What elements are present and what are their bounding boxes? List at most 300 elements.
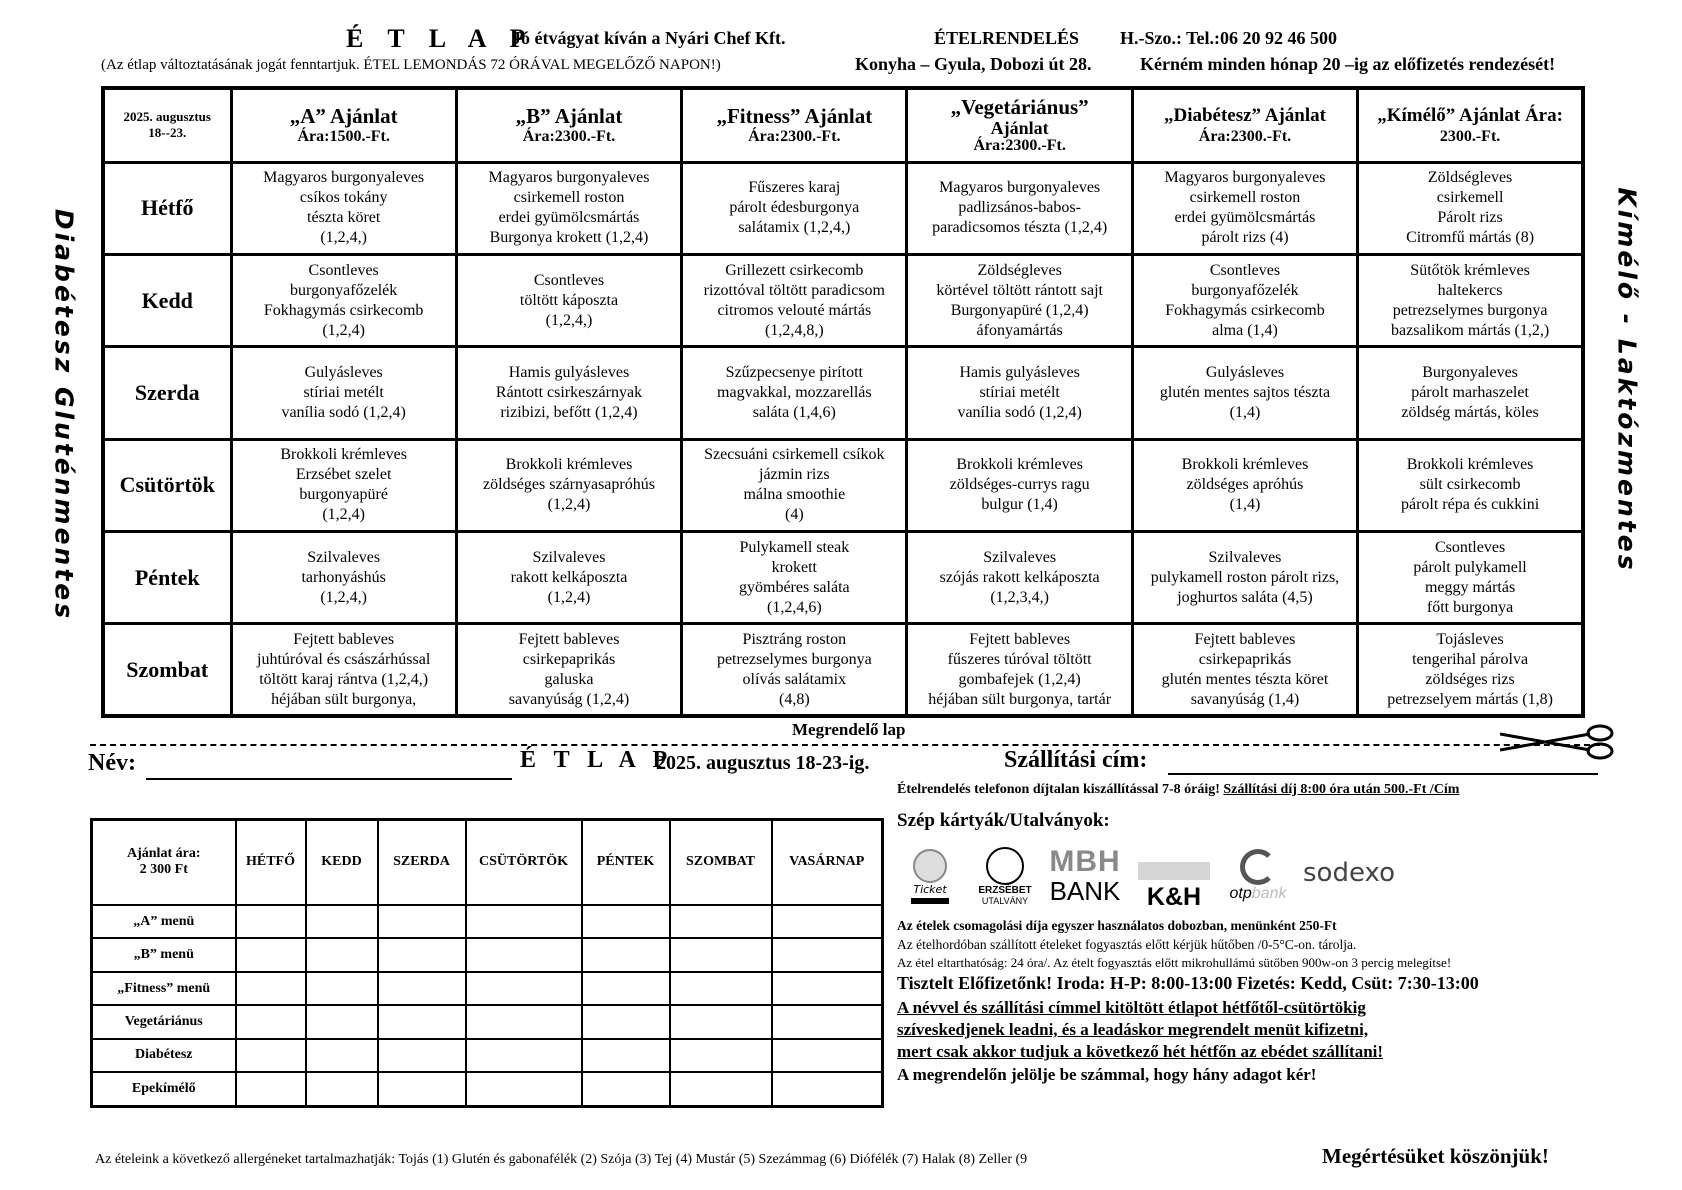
instruction-line-1: A névvel és szállítási címmel kitöltött étlapot hétfőtől-csütörtökig: [897, 998, 1366, 1017]
meal-cell: [907, 531, 1132, 623]
meal-line: paradicsomos tészta (1,2,4): [932, 219, 1108, 237]
meal-line: szójás rakott kelkáposzta: [939, 568, 1100, 586]
meal-line: Brokkoli krémleves: [1181, 456, 1309, 474]
price-header-line-2: 2 300 Ft: [139, 862, 188, 878]
otp-logo-otp: otp: [1229, 885, 1252, 902]
day-label: Kedd: [103, 255, 231, 347]
meal-line: Fejtett bableves: [969, 630, 1071, 648]
order-quantity-cell[interactable]: [236, 1039, 306, 1072]
offer-price: 2300.-Ft.: [1439, 128, 1501, 146]
meal-cell: [231, 439, 456, 531]
order-quantity-cell[interactable]: [378, 1039, 466, 1072]
meal-cell: [682, 162, 907, 254]
meal-line: Fokhagymás csirkecomb: [263, 301, 424, 319]
meal-cell: [1132, 347, 1357, 439]
delivery-info-free: Ételrendelés telefonon díjtalan kiszállítással 7-8 óráig!: [897, 782, 1220, 797]
order-day-header: KEDD: [306, 820, 378, 905]
meal-cell: [682, 531, 907, 623]
meal-line: Magyaros burgonyaleves: [939, 179, 1101, 197]
meal-line: (1,2,4,8,): [764, 321, 824, 339]
storage-info: Az ételhordóban szállított ételeket fogyasztás előtt kérjük hűtőben /0-5°C-on. tárolja.: [897, 937, 1357, 952]
day-label: Csütörtök: [103, 439, 231, 531]
meal-line: pulykamell roston párolt rizs,: [1150, 568, 1340, 586]
meal-cell: [231, 531, 456, 623]
offer-fitness-header: [682, 88, 907, 162]
meal-line: zöldséges rizs: [1425, 670, 1515, 688]
day-label: Szombat: [103, 624, 231, 716]
erzsebet-logo-seal: [986, 847, 1024, 885]
weekly-menu-table: [101, 86, 1585, 718]
meal-cell: [1132, 624, 1357, 716]
order-quantity-cell[interactable]: [378, 938, 466, 971]
meal-cell: [1358, 531, 1583, 623]
order-quantity-cell[interactable]: [670, 938, 772, 971]
meal-line: tengerihal párolva: [1412, 650, 1529, 668]
meal-cell: [231, 347, 456, 439]
meal-line: petrezselyem mártás (1,8): [1387, 690, 1553, 708]
meal-line: Brokkoli krémleves: [280, 446, 407, 464]
meal-line: párolt répa és cukkini: [1400, 496, 1540, 514]
order-quantity-cell[interactable]: [306, 972, 378, 1005]
erzsebet-logo-text: ERZSÉBET: [978, 884, 1032, 896]
meal-line: Burgonya krokett (1,2,4): [489, 229, 649, 247]
instruction-line-3: mert csak akkor tudjuk a következő hét hétfőn az ebédet szállítani!: [897, 1042, 1384, 1061]
meal-line: magvakkal, mozzarellás: [717, 383, 872, 401]
offer-price: Ára:2300.-Ft.: [522, 128, 616, 146]
kitchen-address: Konyha – Gyula, Dobozi út 28.: [855, 54, 1092, 74]
offer-diabetes-header: [1132, 88, 1357, 162]
delivery-fee: Szállítási díj 8:00 óra után 500.-Ft /Cím: [1223, 782, 1460, 797]
day-label: Hétfő: [103, 162, 231, 254]
packaging-info: Az ételek csomagolási díja egyszer használatos dobozban, menünként 250-Ft: [897, 918, 1337, 933]
meal-line: juhtúróval és császárhússal: [257, 650, 431, 668]
order-quantity-cell[interactable]: [466, 938, 582, 971]
meal-line: Szecsuáni csirkemell csíkok: [704, 446, 885, 464]
meal-line: joghurtos saláta (4,5): [1177, 588, 1313, 606]
meal-line: Hamis gulyásleves: [508, 363, 630, 381]
meal-cell: [231, 255, 456, 347]
order-row: [92, 1072, 883, 1106]
meal-cell: [456, 624, 681, 716]
meal-line: (4): [784, 506, 804, 524]
order-menu-label: „Fitness” menü: [92, 972, 236, 1005]
offer-vegetarian-header: [907, 88, 1132, 162]
meal-line: málna smoothie: [743, 486, 846, 504]
meal-cell: [456, 347, 681, 439]
meal-line: rizottóval töltött paradicsom: [703, 281, 885, 299]
meal-line: Sütőtök krémleves: [1410, 261, 1530, 279]
meal-line: fűszeres túróval töltött: [947, 650, 1092, 668]
menu-row: [103, 531, 1583, 623]
meal-line: Szűzpecsenye pirított: [725, 363, 863, 381]
order-quantity-cell[interactable]: [582, 938, 670, 971]
ticket-logo-text: Ticket: [913, 882, 947, 896]
offer-price: Ára:2300.-Ft.: [973, 137, 1066, 155]
offer-price: Ára:1500.-Ft.: [297, 128, 390, 146]
instruction-line-2: szíveskedjenek leadni, és a leadáskor megrendelt menüt kifizetni,: [897, 1020, 1369, 1039]
meal-line: Csontleves: [1209, 261, 1281, 279]
order-period: 2025. augusztus 18-23-ig.: [656, 752, 870, 774]
offer-name: „Fitness” Ajánlat: [716, 104, 873, 129]
meal-cell: [456, 531, 681, 623]
price-header-line-1: Ajánlat ára:: [127, 846, 201, 862]
meal-line: tészta köret: [307, 209, 381, 227]
meal-line: Brokkoli krémleves: [505, 456, 633, 474]
meal-line: Szilvaleves: [307, 548, 381, 566]
meal-cell: [907, 162, 1132, 254]
meal-line: (1,2,4,): [545, 311, 593, 329]
meal-line: Párolt rizs: [1437, 209, 1503, 227]
cut-line: [90, 744, 1600, 746]
offer-name: „Diabétesz” Ajánlat: [1163, 105, 1326, 127]
meal-line: héjában sült burgonya, tartár: [928, 690, 1112, 708]
meal-line: petrezselymes burgonya: [716, 650, 872, 668]
order-body: [92, 905, 883, 1107]
meal-line: Fejtett bableves: [1194, 630, 1296, 648]
order-quantity-cell[interactable]: [306, 938, 378, 971]
meal-line: párolt pulykamell: [1413, 558, 1527, 576]
date-cell: [103, 88, 231, 162]
meal-line: Magyaros burgonyaleves: [263, 169, 425, 187]
otp-logo-bank: bank: [1251, 885, 1287, 902]
meal-line: áfonyamártás: [976, 321, 1063, 339]
cards-title: Szép kártyák/Utalványok:: [897, 810, 1110, 831]
meal-line: (1,2,4,6): [766, 598, 822, 616]
menu-row: [103, 255, 1583, 347]
order-row: [92, 972, 883, 1005]
order-row: [92, 1039, 883, 1072]
meal-line: gyömbéres saláta: [739, 578, 850, 596]
meal-line: galuska: [544, 670, 594, 688]
meal-line: (1,2,3,4,): [990, 588, 1049, 606]
meal-line: saláta (1,4,6): [752, 403, 836, 421]
order-quantity-cell[interactable]: [670, 1072, 772, 1106]
erzsebet-logo: [977, 842, 1033, 910]
order-quantity-cell[interactable]: [306, 905, 378, 938]
day-label: Péntek: [103, 531, 231, 623]
phone-number: H.-Szo.: Tel.:06 20 92 46 500: [1120, 28, 1338, 48]
order-day-header: SZERDA: [378, 820, 466, 905]
menu-header-row: [103, 88, 1583, 162]
meal-line: párolt marhaszelet: [1411, 383, 1529, 401]
order-quantity-cell[interactable]: [772, 972, 883, 1005]
meal-cell: [231, 624, 456, 716]
order-sheet-title: Megrendelő lap: [792, 720, 906, 739]
meal-line: petrezselymes burgonya: [1392, 301, 1548, 319]
meal-line: sült csirkecomb: [1419, 476, 1521, 494]
meal-line: citromos velouté mártás: [717, 301, 872, 319]
meal-line: Citromfű mártás (8): [1406, 229, 1535, 247]
meal-line: Fűszeres karaj: [748, 179, 841, 197]
order-quantity-cell[interactable]: [236, 938, 306, 971]
meal-line: vanília sodó (1,2,4): [957, 403, 1082, 421]
meal-line: Magyaros burgonyaleves: [488, 169, 650, 187]
meal-line: meggy mártás: [1424, 578, 1516, 596]
order-quantity-cell[interactable]: [670, 1039, 772, 1072]
meal-cell: [1132, 439, 1357, 531]
order-quantity-cell[interactable]: [236, 972, 306, 1005]
meal-cell: [231, 162, 456, 254]
meal-line: burgonyafőzelék: [1191, 281, 1299, 299]
scissors-icon: [1500, 724, 1620, 760]
order-quantity-cell[interactable]: [772, 905, 883, 938]
meal-line: padlizsános-babos-: [958, 199, 1081, 217]
order-row: [92, 1005, 883, 1038]
order-quantity-cell[interactable]: [582, 1039, 670, 1072]
meal-line: Fejtett bableves: [293, 630, 395, 648]
meal-line: vanília sodó (1,2,4): [281, 403, 406, 421]
payment-logos: [905, 842, 1415, 912]
order-quantity-cell[interactable]: [236, 1005, 306, 1038]
order-quantity-cell[interactable]: [466, 1005, 582, 1038]
order-quantity-cell[interactable]: [670, 905, 772, 938]
meal-line: Tojásleves: [1436, 630, 1504, 648]
delivery-info: [897, 782, 1459, 798]
meal-line: (1,4): [1229, 496, 1261, 514]
meal-line: rakott kelkáposzta: [510, 568, 628, 586]
order-quantity-cell[interactable]: [582, 1005, 670, 1038]
order-quantity-cell[interactable]: [466, 1039, 582, 1072]
kh-logo-figure: [1138, 862, 1210, 880]
order-table: [90, 818, 884, 1108]
meal-cell: [1132, 162, 1357, 254]
meal-line: (4,8): [778, 690, 810, 708]
meal-cell: [456, 439, 681, 531]
meal-cell: [907, 439, 1132, 531]
meal-line: párolt rizs (4): [1201, 229, 1289, 247]
offer-name: „A” Ajánlat: [289, 104, 398, 129]
meal-line: glutén mentes sajtos tészta: [1159, 383, 1331, 401]
order-quantity-cell[interactable]: [378, 1072, 466, 1106]
meal-line: Szilvaleves: [983, 548, 1057, 566]
offer-b-header: [456, 88, 681, 162]
subscription-note: Kérném minden hónap 20 –ig az előfizetés rendezését!: [1140, 54, 1556, 74]
meal-line: haltekercs: [1437, 281, 1503, 299]
erzsebet-logo-subtext: UTALVÁNY: [981, 895, 1029, 906]
meal-cell: [1358, 162, 1583, 254]
order-label: ÉTELRENDELÉS: [934, 28, 1080, 48]
meal-line: töltött karaj rántva (1,2,4,): [259, 670, 429, 688]
page-title: É T L A P: [346, 24, 535, 53]
menu-row: [103, 624, 1583, 716]
right-side-label: Kímélő - Laktózmentes: [1612, 187, 1642, 573]
meal-line: Gulyásleves: [1205, 363, 1285, 381]
offer-price: Ára:2300.-Ft.: [748, 128, 841, 146]
meal-line: főtt burgonya: [1426, 598, 1514, 616]
meal-line: (1,2,4): [322, 321, 365, 339]
order-quantity-cell[interactable]: [582, 905, 670, 938]
meal-line: csirkemell roston: [1189, 189, 1301, 207]
meal-cell: [682, 439, 907, 531]
meal-line: (1,2,4): [547, 496, 591, 514]
meal-line: savanyúság (1,4): [1190, 690, 1300, 708]
ticket-logo-circle: [913, 849, 947, 883]
meal-cell: [682, 347, 907, 439]
otp-logo-text: [1230, 885, 1287, 903]
order-day-header: PÉNTEK: [582, 820, 670, 905]
meal-line: (1,2,4,): [320, 588, 367, 606]
meal-cell: [1358, 347, 1583, 439]
allergen-list: Az ételeink a következő allergéneket tartalmazhatják: Tojás (1) Glutén és gabonafélék (2) Szója (3) Tej (4) Mustár (5) Szezámmag (6) Diófélék (7) Halak (8) Zeller (9: [95, 1152, 1028, 1167]
meal-cell: [1132, 255, 1357, 347]
meal-cell: [456, 255, 681, 347]
order-quantity-cell[interactable]: [582, 1072, 670, 1106]
left-side-label: Diabétesz Gluténmentes: [49, 208, 79, 622]
meal-line: erdei gyümölcsmártás: [498, 209, 640, 227]
order-quantity-cell[interactable]: [306, 1005, 378, 1038]
order-row: [92, 938, 883, 971]
offer-name: „Kímélő” Ajánlat Ára:: [1377, 105, 1563, 127]
meal-line: Fejtett bableves: [518, 630, 620, 648]
meal-line: burgonyapüré: [299, 486, 388, 504]
meal-line: párolt édesburgonya: [729, 199, 860, 217]
order-day-header: SZOMBAT: [670, 820, 772, 905]
meal-line: erdei gyümölcsmártás: [1174, 209, 1316, 227]
order-menu-label: Diabétesz: [92, 1039, 236, 1072]
greeting: Jó étvágyat kíván a Nyári Chef Kft.: [512, 28, 786, 48]
order-quantity-cell[interactable]: [466, 905, 582, 938]
order-quantity-cell[interactable]: [378, 972, 466, 1005]
date-line-1: 2025. augusztus: [123, 109, 211, 125]
meal-cell: [907, 347, 1132, 439]
order-header-row: [92, 820, 883, 905]
name-label: Név:: [88, 750, 136, 776]
meal-line: csirkemell roston: [513, 189, 625, 207]
order-quantity-cell[interactable]: [378, 1005, 466, 1038]
meal-line: stíriai metélt: [979, 383, 1060, 401]
meal-line: Pulykamell steak: [739, 538, 850, 556]
meal-line: stíriai metélt: [303, 383, 384, 401]
meal-line: zöldséges-currys ragu: [949, 476, 1090, 494]
meal-line: Burgonyaleves: [1422, 363, 1518, 381]
meal-cell: [1358, 255, 1583, 347]
meal-line: burgonyafőzelék: [290, 281, 398, 299]
meal-line: krokett: [771, 558, 817, 576]
meal-line: héjában sült burgonya,: [271, 690, 417, 708]
meal-line: Pisztráng roston: [742, 630, 847, 648]
meal-line: Rántott csirkeszárnyak: [495, 383, 643, 401]
meal-line: (1,2,4,): [320, 229, 367, 247]
meal-cell: [682, 255, 907, 347]
offer-name: „B” Ajánlat: [515, 104, 623, 129]
offer-name-2: Ajánlat: [990, 118, 1049, 139]
meal-cell: [1132, 531, 1357, 623]
meal-line: Magyaros burgonyaleves: [1164, 169, 1326, 187]
order-day-header: VASÁRNAP: [772, 820, 883, 905]
meal-cell: [456, 162, 681, 254]
menu-row: [103, 347, 1583, 439]
order-quantity-cell[interactable]: [772, 1039, 883, 1072]
order-etlap-title: É T L A P: [520, 747, 674, 773]
ticket-logo: [905, 842, 955, 910]
meal-line: Grillezett csirkecomb: [725, 261, 864, 279]
meal-cell: [907, 255, 1132, 347]
meal-line: gombafejek (1,2,4): [958, 670, 1081, 688]
meal-line: Fokhagymás csirkecomb: [1165, 301, 1325, 319]
meal-line: zöldség mártás, köles: [1401, 403, 1539, 421]
meal-line: tarhonyáshús: [301, 568, 386, 586]
meal-line: csíkos tokány: [299, 189, 388, 207]
order-quantity-cell[interactable]: [306, 1072, 378, 1106]
offer-a-header: [231, 88, 456, 162]
meal-line: jázmin rizs: [759, 466, 830, 484]
date-line-2: 18--23.: [148, 125, 187, 141]
meal-line: (1,4): [1229, 403, 1261, 421]
meal-line: Csontleves: [1434, 538, 1506, 556]
menu-row: [103, 439, 1583, 531]
meal-line: csirkepaprikás: [1198, 650, 1292, 668]
order-menu-label: Vegetáriánus: [92, 1005, 236, 1038]
otp-bank-logo: [1223, 842, 1293, 910]
meal-line: savanyúság (1,2,4): [508, 690, 630, 708]
order-quantity-cell[interactable]: [670, 972, 772, 1005]
meal-line: (1,2,4): [322, 506, 365, 524]
ticket-logo-bar: [911, 898, 949, 904]
day-label: Szerda: [103, 347, 231, 439]
order-menu-label: Epekímélő: [92, 1072, 236, 1106]
meal-line: Zöldségleves: [1427, 169, 1513, 187]
mbh-bank-logo: [1045, 842, 1125, 910]
meal-line: csirkepaprikás: [522, 650, 616, 668]
order-quantity-cell[interactable]: [236, 1072, 306, 1106]
order-quantity-cell[interactable]: [772, 1005, 883, 1038]
meal-cell: [682, 624, 907, 716]
shelf-life-info: Az étel eltarthatóság: 24 óra/. Az ételt fogyasztás előtt mikrohullámú sütőben 900w-on 3 percig melegítse!: [897, 955, 1452, 970]
order-row: [92, 905, 883, 938]
meal-line: Burgonyapüré (1,2,4): [950, 301, 1089, 319]
meal-line: alma (1,4): [1212, 321, 1278, 339]
meal-line: bazsalikom mártás (1,2,): [1390, 321, 1550, 339]
meal-line: csirkemell: [1436, 189, 1504, 207]
notice: (Az étlap változtatásának jogát fenntartjuk. ÉTEL LEMONDÁS 72 ÓRÁVAL MEGELŐZŐ NAPON!): [101, 57, 721, 73]
address-label: Szállítási cím:: [1004, 747, 1148, 773]
mbh-logo-text: MBH: [1049, 845, 1121, 878]
order-quantity-cell[interactable]: [466, 1072, 582, 1106]
meal-line: olívás salátamix: [742, 670, 847, 688]
meal-cell: [1358, 624, 1583, 716]
meal-line: Szilvaleves: [1208, 548, 1282, 566]
offer-price: Ára:2300.-Ft.: [1198, 128, 1292, 146]
meal-line: Erzsébet szelet: [295, 466, 392, 484]
meal-line: Hamis gulyásleves: [959, 363, 1080, 381]
meal-line: rizibizi, befőtt (1,2,4): [500, 403, 638, 421]
order-quantity-cell[interactable]: [236, 905, 306, 938]
office-hours: Tisztelt Előfizetőnk! Iroda: H-P: 8:00-13:00 Fizetés: Kedd, Csüt: 7:30-13:00: [897, 973, 1479, 993]
kh-logo: [1133, 846, 1215, 910]
sodexo-logo: sodexo: [1303, 858, 1395, 888]
meal-line: Brokkoli krémleves: [1406, 456, 1534, 474]
order-quantity-cell[interactable]: [306, 1039, 378, 1072]
order-quantity-cell[interactable]: [772, 1072, 883, 1106]
order-quantity-cell[interactable]: [466, 972, 582, 1005]
meal-line: töltött káposzta: [519, 291, 619, 309]
meal-line: glutén mentes tészta köret: [1161, 670, 1329, 688]
name-field[interactable]: [146, 778, 512, 780]
meal-line: bulgur (1,4): [981, 496, 1058, 514]
portion-instruction: A megrendelőn jelölje be számmal, hogy hány adagot kér!: [897, 1065, 1317, 1084]
order-quantity-cell[interactable]: [670, 1005, 772, 1038]
address-field[interactable]: [1168, 773, 1598, 775]
meal-line: Csontleves: [308, 261, 379, 279]
order-menu-label: „A” menü: [92, 905, 236, 938]
offer-name: „Vegetáriánus”: [950, 95, 1089, 120]
offer-gentle-header: [1358, 88, 1583, 162]
order-quantity-cell[interactable]: [582, 972, 670, 1005]
order-quantity-cell[interactable]: [772, 938, 883, 971]
order-quantity-cell[interactable]: [378, 905, 466, 938]
meal-line: Szilvaleves: [532, 548, 606, 566]
meal-line: zöldséges apróhús: [1186, 476, 1304, 494]
